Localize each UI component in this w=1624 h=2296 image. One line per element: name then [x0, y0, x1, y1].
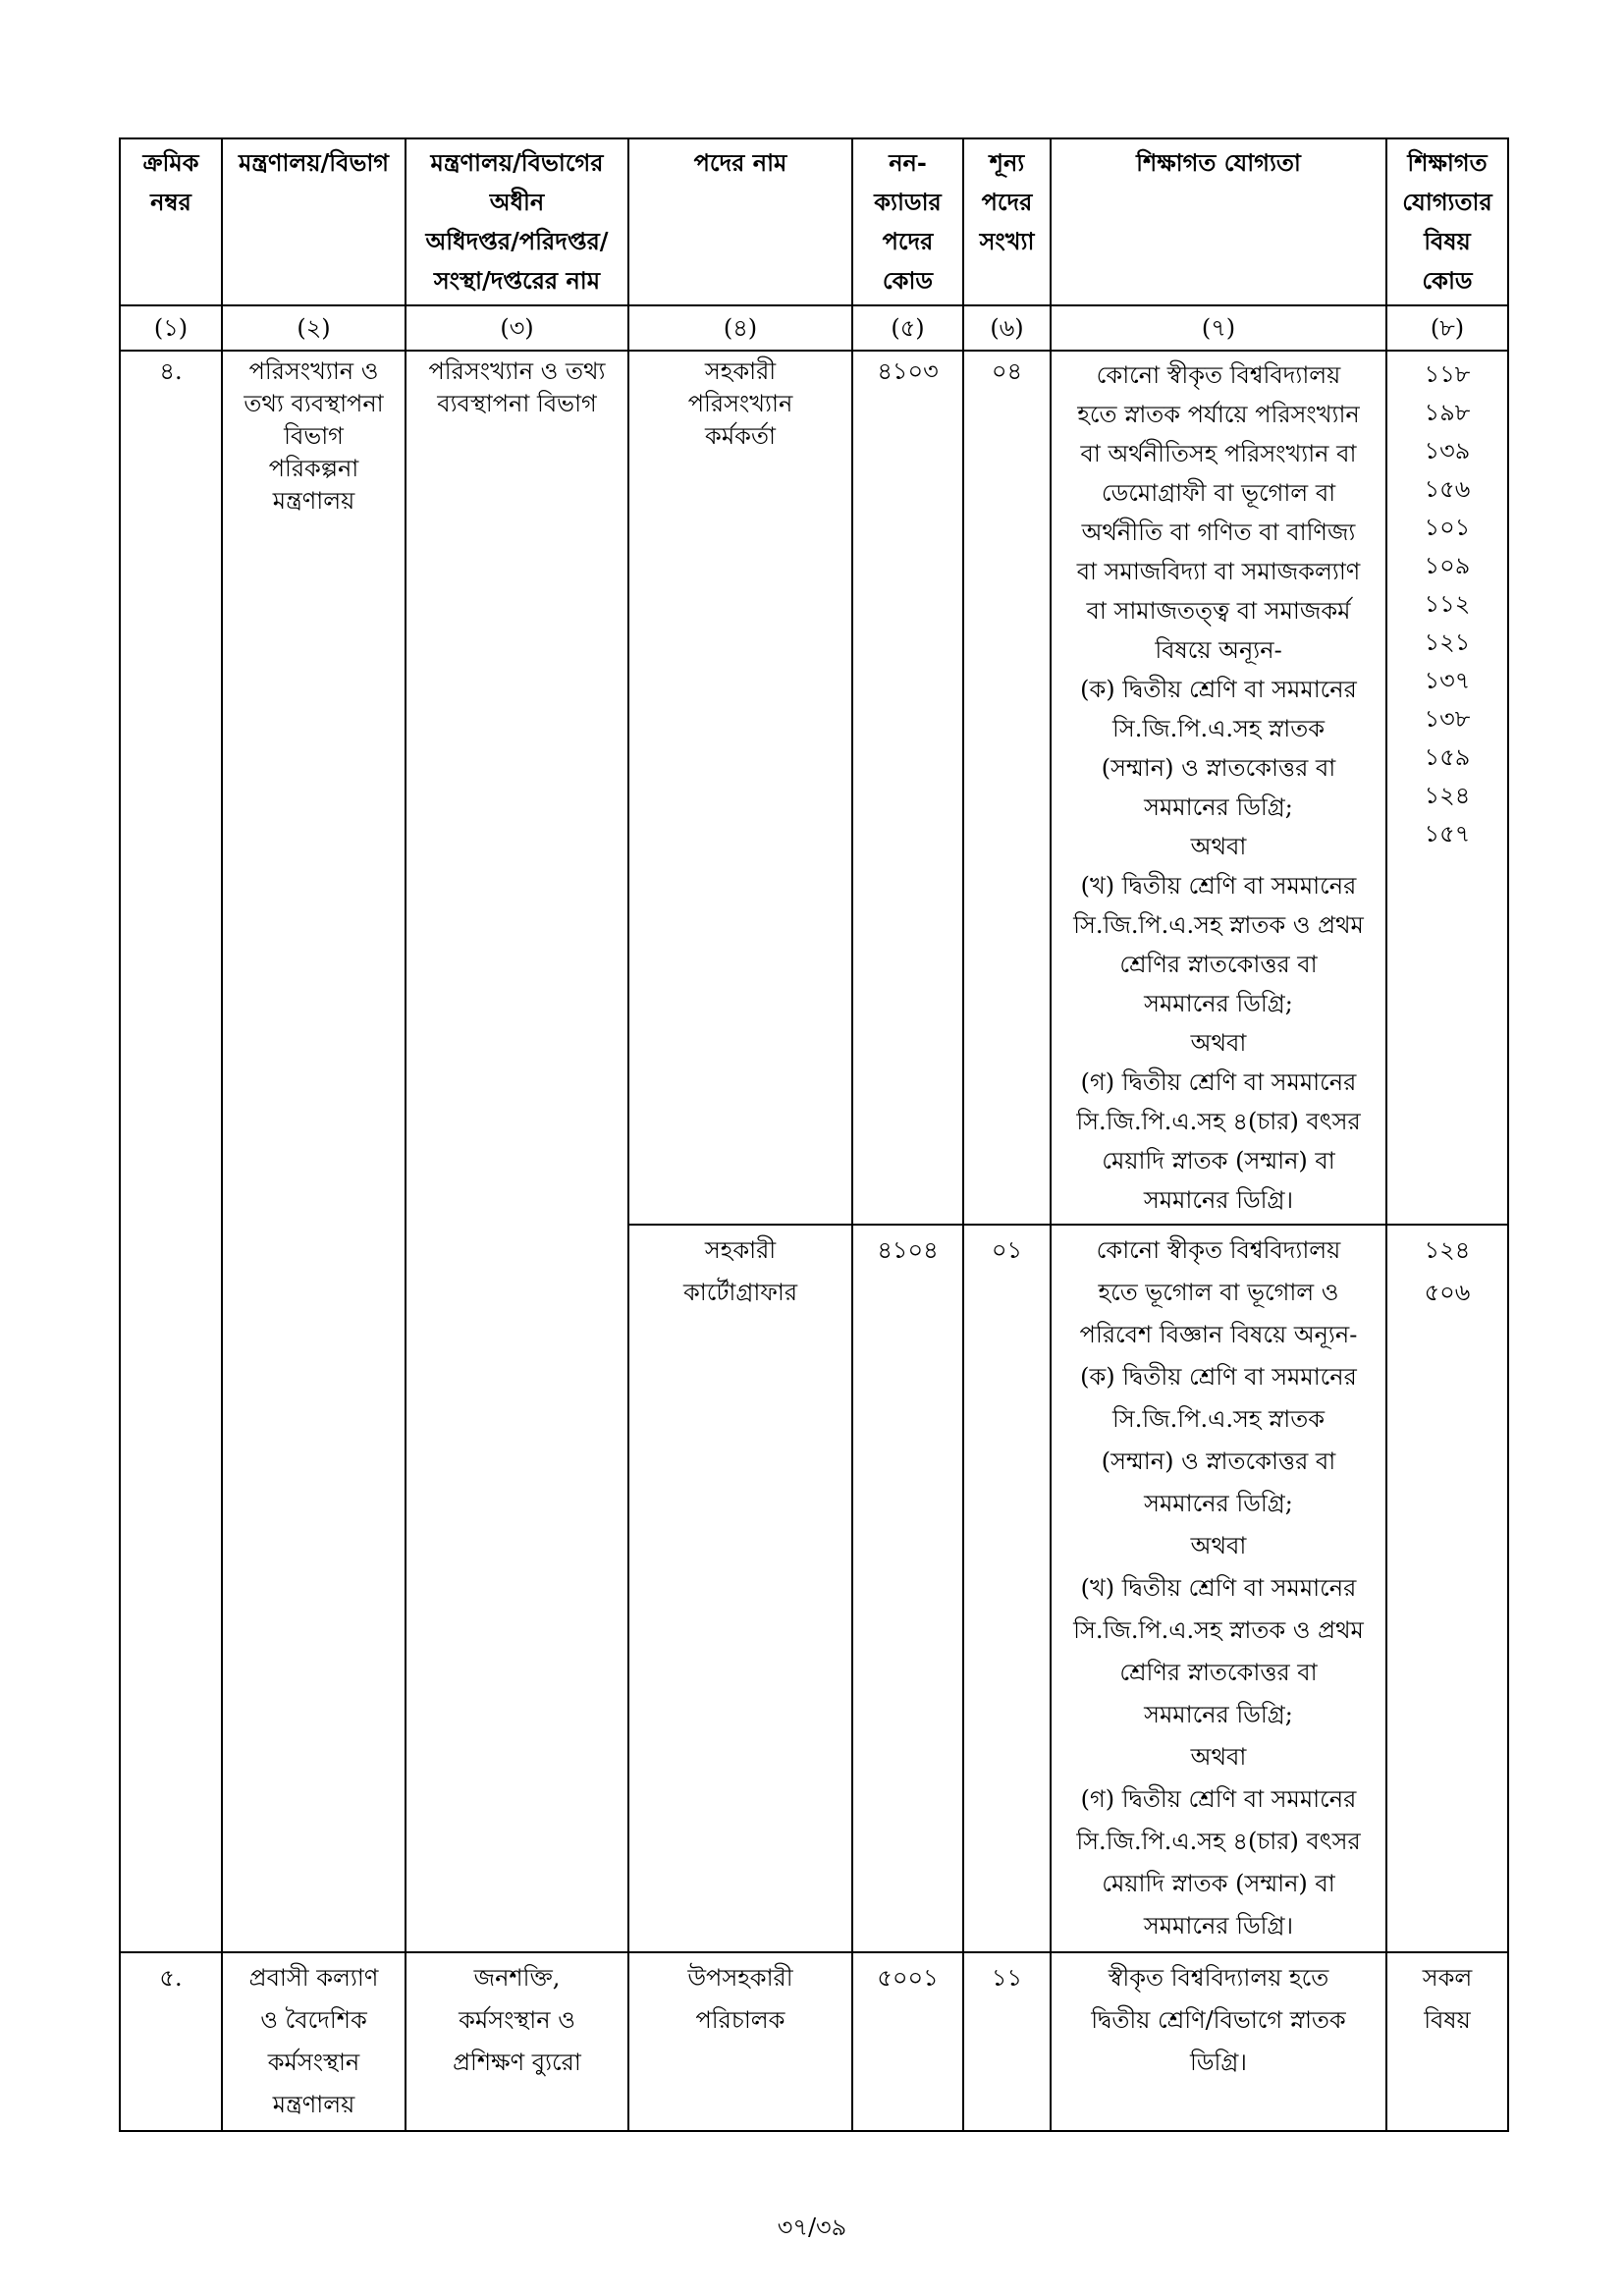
text-line: পরিসংখ্যান ও: [248, 357, 379, 385]
text-line: শ্রেণির স্নাতকোত্তর বা: [1119, 951, 1318, 978]
text-line: ১২৪: [1424, 1236, 1471, 1264]
text-line: ১৩৭: [1424, 667, 1471, 694]
text-line: অথবা: [1190, 1743, 1247, 1771]
text-line: পরিচালক: [695, 2006, 785, 2034]
text-line: সি.জি.পি.এ.সহ ৪(চার) বৎসর: [1076, 1108, 1361, 1135]
text-line: ১১৮: [1424, 360, 1471, 388]
text-line: হতে স্নাতক পর্যায়ে পরিসংখ্যান: [1077, 401, 1360, 428]
qualification-cell: [1051, 351, 1386, 1225]
text-line: (ক) দ্বিতীয় শ্রেণি বা সমমানের: [1080, 1363, 1357, 1391]
text-line: পরিসংখ্যান ও তথ্য: [428, 357, 606, 385]
header-serial: [120, 138, 222, 305]
text-line: কোনো স্বীকৃত বিশ্ববিদ্যালয়: [1096, 361, 1341, 389]
ministry-cell: [222, 351, 406, 1952]
text-line: সমমানের ডিগ্রি;: [1144, 1490, 1293, 1517]
text-line: বা সমাজবিদ্যা বা সমাজকল্যাণ: [1076, 558, 1361, 585]
text-line: মন্ত্রণালয়/বিভাগ: [238, 148, 390, 177]
table-row: [120, 1952, 1508, 2131]
text-line: অথবা: [1190, 1532, 1247, 1559]
text-line: মেয়াদি স্নাতক (সম্মান) বা: [1102, 1147, 1335, 1175]
text-line: সি.জি.পি.এ.সহ স্নাতক ও প্রথম: [1073, 911, 1364, 939]
text-line: শিক্ষাগত: [1407, 148, 1488, 177]
text-line: বিষয়ে অন্যূন-: [1155, 636, 1282, 664]
text-line: সি.জি.পি.এ.সহ ৪(চার) বৎসর: [1076, 1828, 1361, 1855]
text-line: (গ) দ্বিতীয় শ্রেণি বা সমমানের: [1080, 1785, 1357, 1813]
vacancy-cell: ০১: [963, 1225, 1051, 1952]
column-number: (৮): [1386, 305, 1508, 351]
qualification-cell: [1051, 1225, 1386, 1952]
text-line: ১৫৭: [1424, 820, 1471, 847]
header-code: [852, 138, 963, 305]
text-line: যোগ্যতার: [1402, 188, 1492, 216]
text-line: সমমানের ডিগ্রি।: [1143, 1912, 1294, 1940]
text-line: অধিদপ্তর/পরিদপ্তর/: [425, 227, 609, 255]
text-line: কোড: [882, 266, 934, 295]
text-line: (গ) দ্বিতীয় শ্রেণি বা সমমানের: [1080, 1068, 1357, 1096]
text-line: (সম্মান) ও স্নাতকোত্তর বা: [1101, 754, 1336, 782]
text-line: বা সামাজতত্ত্ব বা সমাজকর্ম: [1086, 597, 1351, 625]
header-post: [628, 138, 852, 305]
text-line: সি.জি.পি.এ.সহ স্নাতক: [1111, 715, 1326, 742]
text-line: সমমানের ডিগ্রি;: [1144, 990, 1293, 1017]
text-line: জনশক্তি,: [473, 1964, 561, 1992]
text-line: অধীন: [489, 188, 545, 216]
text-line: সহকারী: [704, 1236, 777, 1264]
text-line: শিক্ষাগত যোগ্যতা: [1136, 148, 1301, 177]
text-line: কোনো স্বীকৃত বিশ্ববিদ্যালয়: [1096, 1236, 1341, 1264]
text-line: প্রবাসী কল্যাণ: [248, 1964, 379, 1992]
text-line: (খ) দ্বিতীয় শ্রেণি বা সমমানের: [1080, 1574, 1357, 1602]
text-line: হতে ভূগোল বা ভূগোল ও: [1098, 1279, 1339, 1306]
page-number: ৩৭/৩৯: [777, 2214, 847, 2241]
text-line: (খ) দ্বিতীয় শ্রেণি বা সমমানের: [1080, 872, 1357, 900]
text-line: মন্ত্রণালয়: [272, 487, 355, 515]
text-line: বিভাগ: [284, 422, 344, 450]
text-line: বিষয়: [1424, 2006, 1471, 2034]
post-cell: [628, 351, 852, 1225]
text-line: মন্ত্রণালয়/বিভাগের: [430, 148, 604, 177]
text-line: পরিকল্পনা: [268, 455, 359, 482]
text-line: সংস্থা/দপ্তরের নাম: [433, 266, 601, 295]
post-code-cell: ৪১০৩: [852, 351, 963, 1225]
office-cell: [406, 351, 628, 1952]
text-line: প্রশিক্ষণ ব্যুরো: [453, 2049, 581, 2076]
text-line: নম্বর: [150, 188, 191, 216]
text-line: ১৯৮: [1424, 399, 1471, 426]
text-line: সমমানের ডিগ্রি;: [1144, 1701, 1293, 1728]
text-line: বা অর্থনীতিসহ পরিসংখ্যান বা: [1080, 440, 1357, 467]
text-line: দ্বিতীয় শ্রেণি/বিভাগে স্নাতক: [1091, 2006, 1346, 2034]
post-cell: [628, 1225, 852, 1952]
text-line: ডিগ্রি।: [1190, 2049, 1247, 2076]
column-number: (৩): [406, 305, 628, 351]
column-number: (৬): [963, 305, 1051, 351]
header-vacancy: [963, 138, 1051, 305]
subject-code-cell: [1386, 351, 1508, 1225]
column-number: (৫): [852, 305, 963, 351]
text-line: সি.জি.পি.এ.সহ স্নাতক ও প্রথম: [1073, 1616, 1364, 1644]
text-line: সমমানের ডিগ্রি;: [1144, 793, 1293, 821]
text-line: অথবা: [1190, 1029, 1247, 1057]
text-line: মেয়াদি স্নাতক (সম্মান) বা: [1102, 1870, 1335, 1897]
column-number: (২): [222, 305, 406, 351]
text-line: পরিবেশ বিজ্ঞান বিষয়ে অন্যূন-: [1079, 1321, 1358, 1348]
text-line: ডেমোগ্রাফী বা ভূগোল বা: [1101, 479, 1336, 507]
text-line: ১৫৬: [1424, 475, 1471, 503]
text-line: ১০১: [1424, 514, 1471, 541]
column-number-row: [120, 305, 1508, 351]
serial-cell: ৪.: [120, 351, 222, 1952]
text-line: উপসহকারী: [687, 1964, 793, 1992]
text-line: অর্থনীতি বা গণিত বা বাণিজ্য: [1081, 519, 1356, 546]
text-line: বিষয়: [1424, 227, 1471, 255]
text-line: পদের: [882, 227, 934, 255]
header-office: [406, 138, 628, 305]
text-line: ক্রমিক: [142, 148, 199, 177]
text-line: সকল: [1422, 1964, 1473, 1992]
post-code-cell: ৫০০১: [852, 1952, 963, 2131]
recruitment-table: [119, 137, 1509, 2132]
table-row: [120, 351, 1508, 1225]
vacancy-cell: ১১: [963, 1952, 1051, 2131]
text-line: নন-: [889, 148, 927, 177]
header-ministry: [222, 138, 406, 305]
text-line: কর্মসংস্থান: [267, 2049, 360, 2076]
text-line: (ক) দ্বিতীয় শ্রেণি বা সমমানের: [1080, 676, 1357, 703]
text-line: সি.জি.পি.এ.সহ স্নাতক: [1111, 1405, 1326, 1433]
post-code-cell: ৪১০৪: [852, 1225, 963, 1952]
post-cell: [628, 1952, 852, 2131]
text-line: কর্মকর্তা: [705, 422, 776, 450]
text-line: ক্যাডার: [874, 188, 942, 216]
text-line: ব্যবস্থাপনা বিভাগ: [437, 390, 597, 417]
text-line: কর্মসংস্থান ও: [459, 2006, 575, 2034]
text-line: ১৩৯: [1424, 437, 1471, 465]
text-line: ১১২: [1424, 590, 1471, 618]
vacancy-cell: ০৪: [963, 351, 1051, 1225]
subject-code-cell: [1386, 1225, 1508, 1952]
header-subject-code: [1386, 138, 1508, 305]
text-line: ১৫৯: [1424, 743, 1471, 771]
text-line: ১২১: [1424, 629, 1471, 656]
text-line: সংখ্যা: [979, 227, 1035, 255]
header-qualification: [1051, 138, 1386, 305]
text-line: ১৩৮: [1424, 705, 1471, 733]
text-line: কার্টোগ্রাফার: [682, 1279, 798, 1306]
text-line: ও বৈদেশিক: [260, 2006, 367, 2034]
text-line: অথবা: [1190, 833, 1247, 860]
office-cell: [406, 1952, 628, 2131]
header-row: [120, 138, 1508, 305]
text-line: তথ্য ব্যবস্থাপনা: [244, 390, 384, 417]
text-line: পরিসংখ্যান: [687, 390, 793, 417]
text-line: পদের: [981, 188, 1033, 216]
qualification-cell: [1051, 1952, 1386, 2131]
text-line: শ্রেণির স্নাতকোত্তর বা: [1119, 1659, 1318, 1686]
text-line: কোড: [1422, 266, 1473, 295]
serial-cell: ৫.: [120, 1952, 222, 2131]
text-line: সমমানের ডিগ্রি।: [1143, 1186, 1294, 1214]
text-line: ৫০৬: [1424, 1279, 1471, 1306]
text-line: শূন্য: [989, 148, 1025, 177]
subject-code-cell: [1386, 1952, 1508, 2131]
column-number: (১): [120, 305, 222, 351]
column-number: (৭): [1051, 305, 1386, 351]
text-line: ১২৪: [1424, 782, 1471, 809]
text-line: (সম্মান) ও স্নাতকোত্তর বা: [1101, 1448, 1336, 1475]
text-line: সহকারী: [704, 357, 777, 385]
ministry-cell: [222, 1952, 406, 2131]
text-line: স্বীকৃত বিশ্ববিদ্যালয় হতে: [1108, 1964, 1329, 1992]
text-line: ১০৯: [1424, 552, 1471, 579]
text-line: পদের নাম: [693, 148, 787, 177]
column-number: (৪): [628, 305, 852, 351]
text-line: মন্ত্রণালয়: [272, 2091, 355, 2118]
